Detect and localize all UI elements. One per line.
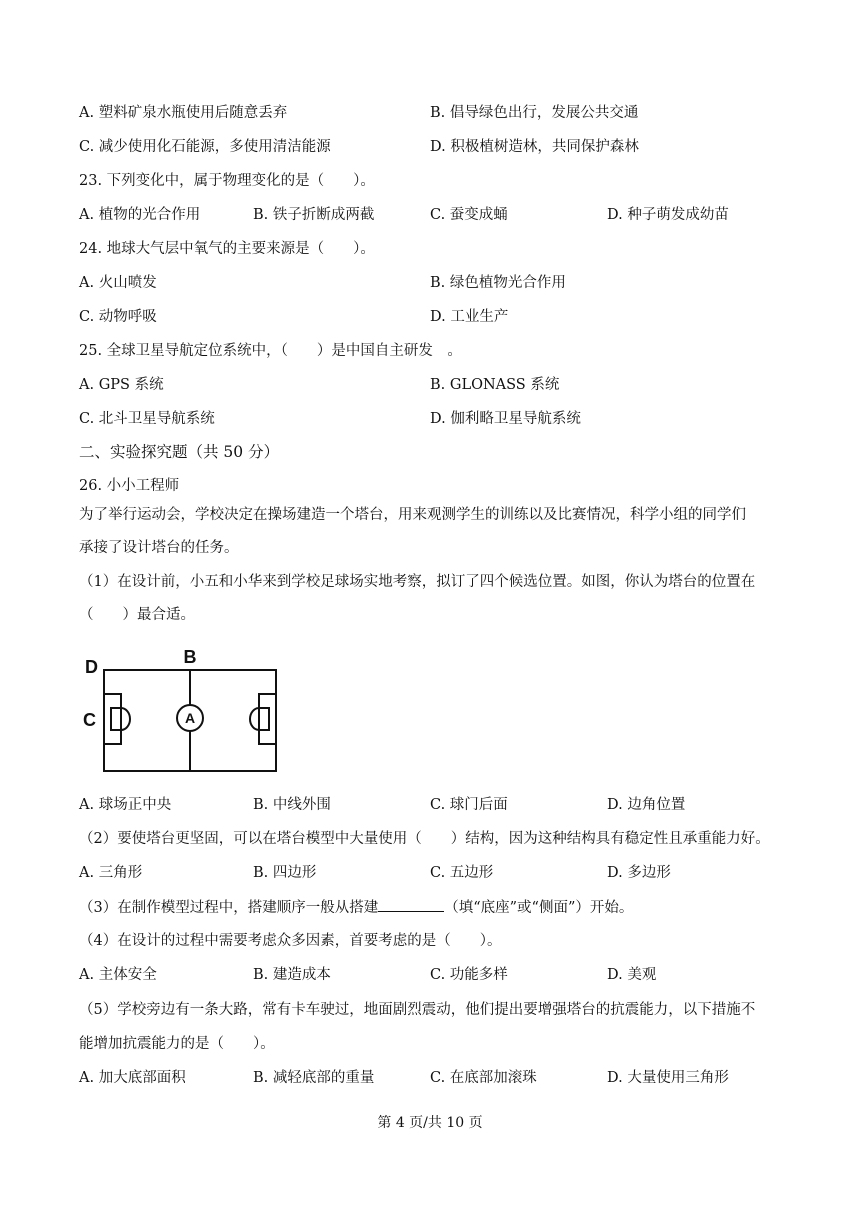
q24-option-a: A. 火山喷发 [79,275,157,291]
q22-option-b: B. 倡导绿色出行，发展公共交通 [430,105,639,121]
q26-part2-option-b: B. 四边形 [253,865,317,881]
q26-intro-line2: 承接了设计塔台的任务。 [79,540,239,556]
q26-title: 26. 小小工程师 [79,478,180,494]
right-goal-box [259,708,269,730]
q23-option-b: B. 铁子折断成两截 [253,207,375,223]
q26-part3-text-after: （填“底座”或“侧面”）开始。 [444,900,634,916]
left-penalty-arc [121,708,130,730]
q22-option-c: C. 减少使用化石能源，多使用清洁能源 [79,139,331,155]
q24-option-d: D. 工业生产 [430,309,509,325]
q25-option-d: D. 伽利略卫星导航系统 [430,411,581,427]
q26-part2-option-a: A. 三角形 [79,865,143,881]
q26-part3-text-before: （3）在制作模型过程中，搭建顺序一般从搭建 [79,900,379,916]
q26-part5-option-a: A. 加大底部面积 [79,1070,186,1086]
q23-option-d: D. 种子萌发成幼苗 [607,207,729,223]
label-a: A [184,710,196,726]
q26-part4-option-a: A. 主体安全 [79,967,157,983]
label-b: B [183,647,197,667]
q26-part1-line1: （1）在设计前，小五和小华来到学校足球场实地考察，拟订了四个候选位置。如图，你认为塔台的位置在 [79,574,756,590]
q24-option-b: B. 绿色植物光合作用 [430,275,566,291]
left-goal-box [111,708,121,730]
q26-part2-option-d: D. 多边形 [607,865,671,881]
q26-part1-option-a: A. 球场正中央 [79,797,172,813]
q23-stem: 23. 下列变化中，属于物理变化的是（ ）。 [79,173,375,189]
label-c: C [83,710,96,730]
q23-option-a: A. 植物的光合作用 [79,207,201,223]
q26-part1-option-c: C. 球门后面 [430,797,508,813]
q22-option-a: A. 塑料矿泉水瓶使用后随意丢弃 [79,105,288,121]
q24-option-c: C. 动物呼吸 [79,309,157,325]
q22-option-d: D. 积极植树造林，共同保护森林 [430,139,639,155]
q25-stem: 25. 全球卫星导航定位系统中，（ ）是中国自主研发 。 [79,343,462,359]
fill-in-blank[interactable] [378,897,444,912]
q24-stem: 24. 地球大气层中氧气的主要来源是（ ）。 [79,241,375,257]
q26-part1-option-b: B. 中线外围 [253,797,331,813]
right-penalty-box [259,694,276,744]
q26-intro-line1: 为了举行运动会，学校决定在操场建造一个塔台，用来观测学生的训练以及比赛情况，科学小组的同学们 [79,507,746,523]
q26-part4-option-c: C. 功能多样 [430,967,508,983]
q26-part5-line2: 能增加抗震能力的是（ ）。 [79,1036,275,1052]
q26-part5-line1: （5）学校旁边有一条大路，常有卡车驶过，地面剧烈震动，他们提出要增强塔台的抗震能力，以下措施不 [79,1002,756,1018]
q26-part5-option-b: B. 减轻底部的重量 [253,1070,375,1086]
q26-part2-option-c: C. 五边形 [430,865,494,881]
label-d: D [85,657,98,677]
q26-part1-option-d: D. 边角位置 [607,797,686,813]
q26-part1-line2: （ ）最合适。 [79,607,195,623]
left-penalty-box [104,694,121,744]
q26-part5-option-d: D. 大量使用三角形 [607,1070,729,1086]
q26-part2: （2）要使塔台更坚固，可以在塔台模型中大量使用（ ）结构，因为这种结构具有稳定性且承重能力好。 [79,831,770,847]
q26-part4-option-d: D. 美观 [607,967,657,983]
q25-option-c: C. 北斗卫星导航系统 [79,411,215,427]
q25-option-b: B. GLONASS 系统 [430,377,560,393]
q26-part4: （4）在设计的过程中需要考虑众多因素，首要考虑的是（ ）。 [79,933,502,949]
q26-part3 [79,897,633,918]
q23-option-c: C. 蚕变成蛹 [430,207,508,223]
section-heading: 二、实验探究题（共 50 分） [79,443,280,461]
q26-part5-option-c: C. 在底部加滚珠 [430,1070,537,1086]
page-footer: 第 4 页/共 10 页 [377,1115,483,1131]
right-penalty-arc [250,708,259,730]
q25-option-a: A. GPS 系统 [79,377,164,393]
q26-part4-option-b: B. 建造成本 [253,967,331,983]
soccer-field-figure [80,639,290,779]
